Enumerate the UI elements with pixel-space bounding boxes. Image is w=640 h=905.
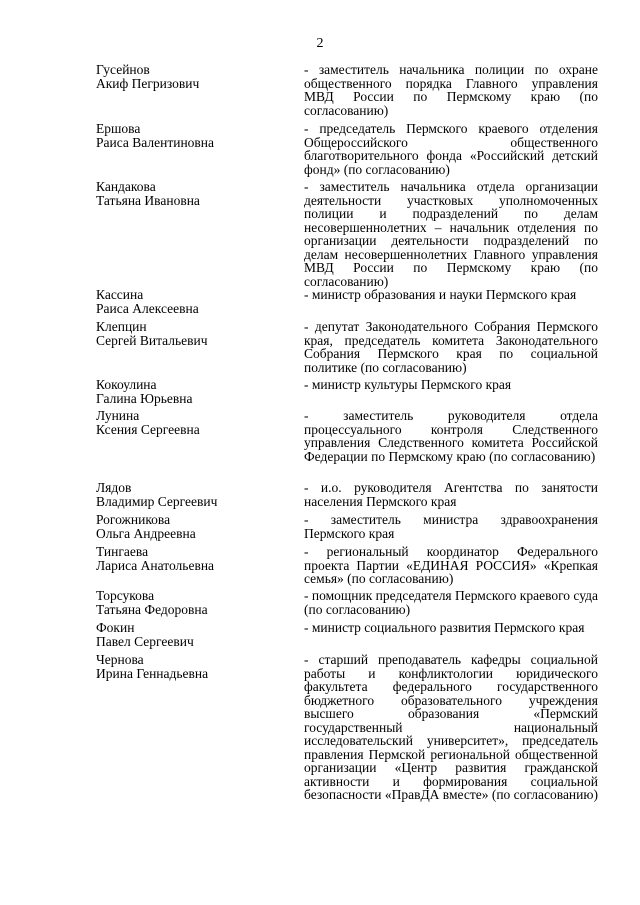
member-role: - председатель Пермского краевого отделения Общероссийского общественного благотворительного фонда «Российский детский фонд» (по согласованию): [304, 121, 598, 177]
member-first-names: Раиса Алексеевна: [96, 301, 199, 316]
member-name: [96, 481, 296, 509]
member-last-name: Фокин: [96, 620, 135, 635]
member-first-names: Владимир Сергеевич: [96, 494, 218, 509]
member-name: [96, 378, 296, 406]
member-last-name: Кокоулина: [96, 377, 157, 392]
member-role: - и.о. руководителя Агентства по занятости населения Пермского края: [304, 480, 598, 509]
member-name: [96, 122, 296, 150]
member-last-name: Торсукова: [96, 588, 155, 603]
member-role: - заместитель начальника полиции по охране общественного порядка Главного управления МВД России по Пермскому краю (по согласованию): [304, 62, 598, 118]
member-last-name: Клепцин: [96, 319, 147, 334]
member-first-names: Павел Сергеевич: [96, 634, 194, 649]
member-first-names: Ольга Андреевна: [96, 526, 196, 541]
member-first-names: Акиф Пегризович: [96, 76, 200, 91]
member-name: [96, 180, 296, 208]
member-last-name: Ершова: [96, 121, 141, 136]
member-last-name: Чернова: [96, 652, 144, 667]
member-last-name: Гусейнов: [96, 62, 150, 77]
member-last-name: Лунина: [96, 408, 140, 423]
member-role: - региональный координатор Федерального проекта Партии «ЕДИНАЯ РОССИЯ» «Крепкая семья» (по согласованию): [304, 544, 598, 586]
member-first-names: Татьяна Ивановна: [96, 193, 200, 208]
member-role: - министр социального развития Пермского края: [304, 620, 585, 635]
member-name: [96, 513, 296, 541]
member-name: [96, 409, 296, 437]
member-role: - помощник председателя Пермского краевого суда (по согласованию): [304, 588, 599, 617]
member-first-names: Галина Юрьевна: [96, 391, 193, 406]
member-name: [96, 653, 296, 681]
member-role: - старший преподаватель кафедры социальной работы и конфликтологии юридического факультета федерального государственного бюджетного образовательного учреждения высшего образования «Пермский государственный национальный исследовательский университет», председатель правления Пермской региональной общественной организации «Центр развития гражданской активности и формирования социальной безопасности «ПравДА вместе» (по согласованию): [304, 652, 598, 802]
member-name: [96, 621, 296, 649]
member-role: - заместитель министра здравоохранения Пермского края: [304, 512, 598, 541]
member-first-names: Татьяна Федоровна: [96, 602, 208, 617]
member-role: - заместитель руководителя отдела процессуального контроля Следственного управления Следственного комитета Российской Федерации по Пермскому краю (по согласованию): [304, 408, 598, 464]
member-role: - депутат Законодательного Собрания Пермского края, председатель комитета Законодательного Собрания Пермского края по социальной политике (по согласованию): [304, 319, 598, 375]
member-role: - министр культуры Пермского края: [304, 377, 512, 392]
member-role: - заместитель начальника отдела организации деятельности участковых уполномоченных полиции и подразделений по делам несовершеннолетних – начальник отделения по организации деятельности подразделений по делам несовершеннолетних Главного управления МВД России по Пермскому краю (по согласованию): [304, 179, 598, 289]
member-last-name: Тингаева: [96, 544, 149, 559]
member-last-name: Кандакова: [96, 179, 156, 194]
member-name: [96, 545, 296, 573]
member-first-names: Ирина Геннадьевна: [96, 666, 209, 681]
member-last-name: Лядов: [96, 480, 132, 495]
member-name: [96, 288, 296, 316]
member-last-name: Кассина: [96, 287, 144, 302]
member-last-name: Рогожникова: [96, 512, 171, 527]
member-name: [96, 589, 296, 617]
member-name: [96, 63, 296, 91]
member-first-names: Раиса Валентиновна: [96, 135, 215, 150]
page-number: 2: [316, 36, 324, 51]
member-role: - министр образования и науки Пермского края: [304, 287, 577, 302]
member-first-names: Сергей Витальевич: [96, 333, 208, 348]
member-name: [96, 320, 296, 348]
member-first-names: Ксения Сергеевна: [96, 422, 200, 437]
member-first-names: Лариса Анатольевна: [96, 558, 215, 573]
